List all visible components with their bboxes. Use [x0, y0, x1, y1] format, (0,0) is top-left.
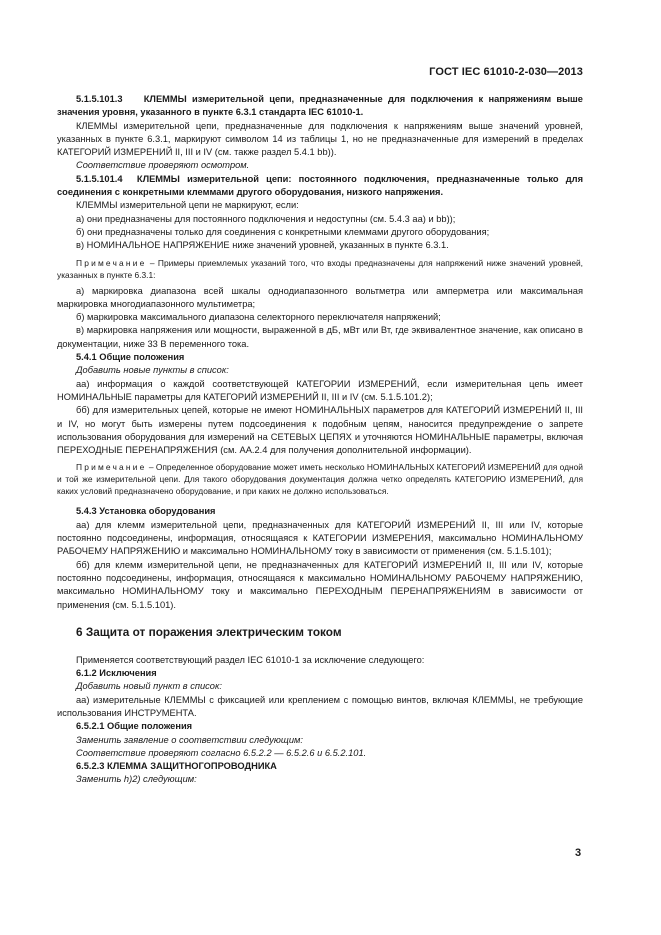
- clause-number: 5.1.5.101.4: [76, 173, 123, 184]
- document-body: [57, 93, 583, 787]
- paragraph: КЛЕММЫ измерительной цепи не маркируют, если:: [76, 200, 299, 211]
- list-item: бб) для клемм измерительной цепи, не предназначенных для КАТЕГОРИЙ ИЗМЕРЕНИЙ II, III или IV, которые постоянно подсоединены, информация, относящаяся к максимально НОМИНАЛЬНОМУ РАБОЧЕМУ НАПРЯЖЕНИЮ, максимально НОМИНАЛЬНОМУ току и максимально ПЕРЕХОДНЫМ ПЕРЕНАПРЯЖЕНИЯМ в зависимости от применения (см. 5.1.5.101).: [57, 559, 583, 610]
- note-text: – Примеры приемлемых указаний того, что входы предназначены для напряжений ниже значений уровней, указанных в пункте 6.3.1:: [57, 257, 583, 280]
- clause-heading: 6.1.2 Исключения: [76, 668, 157, 679]
- clause-heading: 6.5.2.1 Общие положения: [76, 721, 193, 732]
- standard-header: ГОСТ IEC 61010-2-030—2013: [429, 66, 583, 78]
- list-item: аа) информация о каждой соответствующей КАТЕГОРИИ ИЗМЕРЕНИЙ, если измерительная цепь имеет НОМИНАЛЬНЫЕ параметры для КАТЕГОРИЙ ИЗМЕРЕНИЙ II, III и IV (см. 5.1.5.101.2);: [57, 378, 583, 402]
- instruction-text: Добавить новые пункты в список:: [76, 365, 229, 376]
- list-item: бб) для измерительных цепей, которые не имеют НОМИНАЛЬНЫХ параметров для КАТЕГОРИЙ ИЗМЕРЕНИЙ II, III и IV, но могут быть измерены путем подсоединения к подобным цепям, наносится предупреждение о запрете использования оборудования для измерений на СЕТЕВЫХ ЦЕПЯХ и уточняются НОМИНАЛЬНЫЕ параметры, включая ПЕРЕХОДНЫЕ ПЕРЕНАПРЯЖЕНИЯ (см. AA.2.4 для получения дополнительной информации).: [57, 405, 583, 456]
- clause-title: КЛЕММЫ измерительной цепи, предназначенные для подключения к напряжениям выше значения уровня, указанного в пункте 6.3.1 стандарта IEC 61010-1.: [57, 94, 583, 118]
- paragraph: Применяется соответствующий раздел IEC 61010-1 за исключение следующего:: [76, 654, 425, 665]
- instruction-text: Добавить новый пункт в список:: [76, 681, 222, 692]
- note-label: Примечание: [76, 462, 147, 473]
- note-label: Примечание: [76, 257, 147, 268]
- instruction-text: Заменить h)2) следующим:: [76, 774, 197, 785]
- clause-5-1-5-101-4: [57, 173, 583, 200]
- paragraph: КЛЕММЫ измерительной цепи, предназначенные для подключения к напряжениям выше значений уровней, указанных в пункте 6.3.1, маркируют символом 14 из таблицы 1, но не предназначенные для измерений в пределах КАТЕГОРИЙ ИЗМЕРЕНИЙ II, III и IV (см. также раздел 5.4.1 bb)).: [57, 120, 583, 158]
- list-item: б) маркировка максимального диапазона селекторного переключателя напряжений;: [76, 312, 441, 323]
- list-item: в) НОМИНАЛЬНОЕ НАПРЯЖЕНИЕ ниже значений уровней, указанных в пункте 6.3.1.: [76, 240, 449, 251]
- note-2: [57, 461, 583, 497]
- list-item: аа) для клемм измерительной цепи, предназначенных для КАТЕГОРИЙ ИЗМЕРЕНИЙ II, III или IV, которые постоянно подсоединены, информация, относящаяся к КАТЕГОРИИ ИЗМЕРЕНИЯ, максимально НОМИНАЛЬНОМУ РАБОЧЕМУ НАПРЯЖЕНИЮ и максимально НОМИНАЛЬНОМУ току в зависимости от применения (см. 5.1.5.101);: [57, 519, 583, 557]
- instruction-text: Заменить заявление о соответствии следующим:: [76, 734, 303, 745]
- clause-heading: 5.4.3 Установка оборудования: [76, 506, 216, 517]
- list-item: а) они предназначены для постоянного подключения и недоступны (см. 5.4.3 аа) и bb));: [76, 213, 456, 224]
- compliance-text: Соответствие проверяют осмотром.: [76, 160, 250, 171]
- list-item: б) они предназначены только для соединения с конкретными клеммами другого оборудования;: [76, 226, 490, 237]
- clause-number: 5.1.5.101.3: [76, 94, 123, 104]
- note-text: – Определенное оборудование может иметь несколько НОМИНАЛЬНЫХ КАТЕГОРИЙ ИЗМЕРЕНИЙ для одной и той же измерительной цепи. Для такого оборудования документация должна четко определять КАТЕГОРИЮ ИЗМЕРЕНИЙ, для каких условий предназначено оборудование, и при каких не должно использоваться.: [57, 462, 583, 497]
- section-heading: 6 Защита от поражения электрическим током: [76, 624, 342, 639]
- page-number: 3: [575, 847, 582, 859]
- clause-5-1-5-101-3: [57, 93, 583, 120]
- compliance-text: Соответствие проверяют согласно 6.5.2.2 — 6.5.2.6 и 6.5.2.101.: [76, 747, 367, 758]
- list-item: в) маркировка напряжения или мощности, выраженной в дБ, мВт или Вт, где эквивалентное значение, как описано в документации, ниже 33 В переменного тока.: [57, 325, 583, 349]
- clause-title: КЛЕММЫ измерительной цепи: постоянного подключения, предназначенные только для соединения с конкретными клеммами другого оборудования, низкого напряжения.: [57, 173, 584, 198]
- clause-heading: 5.4.1 Общие положения: [76, 352, 185, 363]
- list-item: а) маркировка диапазона всей шкалы однодиапазонного вольтметра или амперметра или максимальная маркировка многодиапазонного мультиметра;: [57, 285, 583, 309]
- list-item: аа) измерительные КЛЕММЫ с фиксацией или креплением с помощью винтов, включая КЛЕММЫ, не требующие использования ИНСТРУМЕНТА.: [57, 694, 583, 718]
- clause-heading: 6.5.2.3 КЛЕММА ЗАЩИТНОГОПРОВОДНИКА: [76, 761, 277, 772]
- note-1: [57, 257, 583, 281]
